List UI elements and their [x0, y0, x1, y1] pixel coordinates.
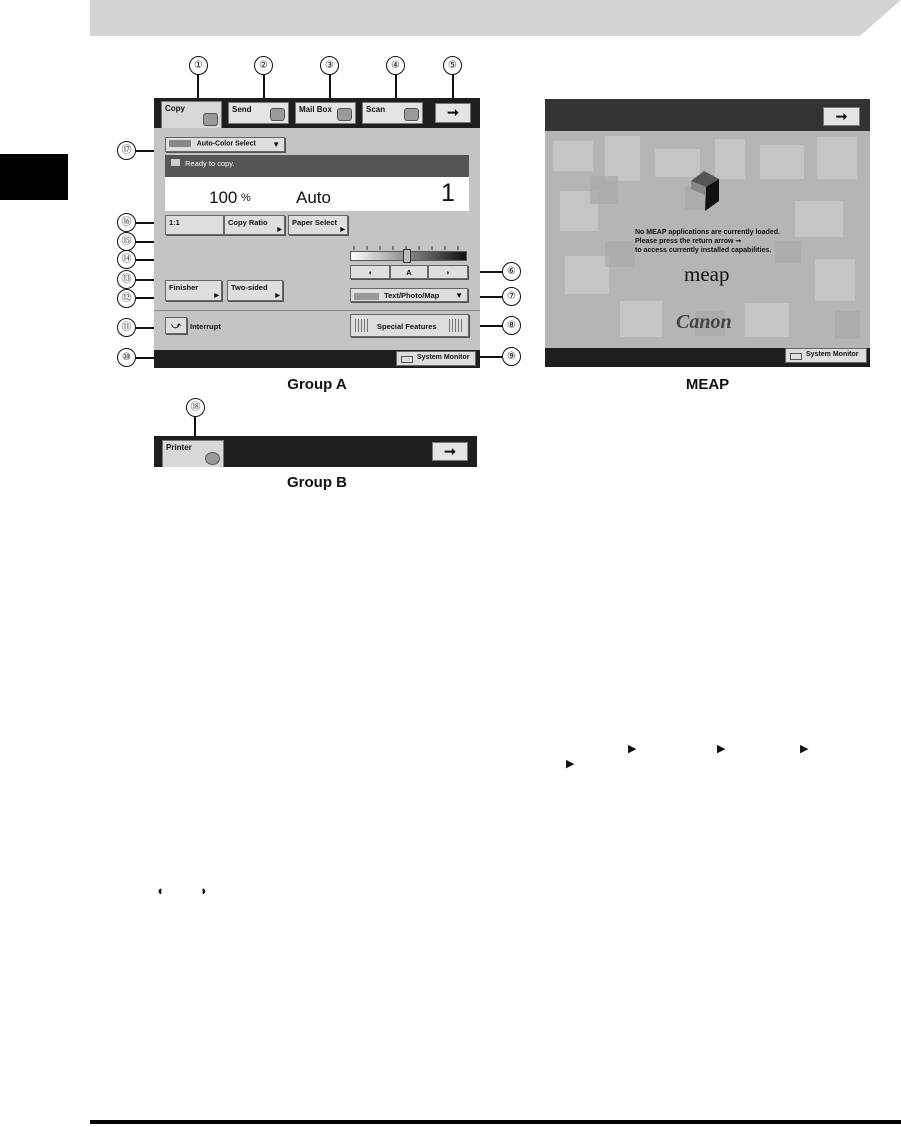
callout-2: ② [254, 56, 273, 75]
callout-10: ⑩ [117, 348, 136, 367]
image-mode-label: Text/Photo/Map [384, 291, 440, 300]
group-a-caption: Group A [287, 376, 347, 393]
callout-12: ⑫ [117, 289, 136, 308]
density-light-icon: ◖ [367, 268, 373, 277]
copy-icon [203, 113, 218, 126]
density-slider-handle[interactable] [403, 249, 411, 263]
interrupt-button[interactable] [165, 317, 187, 334]
tab-send[interactable] [228, 102, 289, 124]
callout-13: ⑬ [117, 270, 136, 289]
callout-4: ④ [386, 56, 405, 75]
send-icon [270, 108, 285, 121]
tab-copy-label: Copy [165, 104, 185, 113]
callout-6: ⑥ [502, 262, 521, 281]
density-lighter-button[interactable] [350, 265, 390, 279]
submenu-arrow-icon: ▶ [214, 293, 219, 299]
finisher-label: Finisher [169, 283, 199, 292]
meap-logo: meap [684, 262, 730, 286]
density-auto-label: A [406, 268, 412, 277]
meap-system-monitor-button[interactable] [785, 348, 867, 363]
callout-17: ⑰ [117, 141, 136, 160]
triangle-icon: ▶ [800, 743, 809, 755]
meap-system-monitor-label: System Monitor [806, 351, 859, 358]
next-tabs-arrow-button[interactable]: ➞ [435, 103, 471, 123]
meap-message-line-3: to access currently installed capabilities. [635, 247, 772, 254]
density-slider[interactable] [350, 251, 467, 261]
meap-screen [545, 99, 870, 367]
meap-cube-icon [691, 171, 721, 211]
pattern-icon [449, 319, 464, 332]
callout-7: ⑦ [502, 287, 521, 306]
tab-mail-box[interactable] [295, 102, 356, 124]
tab-printer[interactable] [162, 440, 224, 467]
group-b-next-arrow-button[interactable]: ➞ [432, 442, 468, 461]
submenu-arrow-icon: ▶ [340, 227, 345, 233]
color-select-dropdown[interactable] [165, 137, 285, 152]
triangle-icon: ▶ [566, 758, 575, 770]
meap-message [635, 228, 855, 255]
special-features-button[interactable] [350, 314, 469, 337]
monitor-icon [401, 356, 413, 363]
callout-14: ⑭ [117, 250, 136, 269]
mail-box-icon [337, 108, 352, 121]
chapter-tab [0, 154, 68, 200]
tab-copy[interactable] [161, 101, 222, 128]
monitor-icon [790, 353, 802, 360]
callout-3: ③ [320, 56, 339, 75]
meap-message-line-2: Please press the return arrow ➞ [635, 238, 742, 245]
two-sided-button[interactable] [227, 280, 283, 301]
page-header-band [90, 0, 901, 36]
tab-scan[interactable] [362, 102, 423, 124]
system-monitor-button[interactable] [396, 351, 476, 366]
bottom-rule [90, 1120, 901, 1124]
chevron-down-icon: ▼ [455, 291, 463, 300]
one-to-one-label: 1:1 [169, 218, 180, 227]
image-mode-dropdown[interactable] [350, 288, 468, 302]
tab-printer-label: Printer [166, 443, 192, 452]
density-light-symbol: ◖ [156, 883, 164, 898]
divider [154, 310, 480, 311]
copy-ratio-button[interactable] [224, 215, 285, 235]
paper-select-button[interactable] [288, 215, 348, 235]
special-features-label: Special Features [377, 322, 437, 331]
tab-send-label: Send [232, 105, 252, 114]
density-auto-button[interactable] [390, 265, 428, 279]
pattern-icon [355, 319, 370, 332]
copy-quantity-value: 1 [441, 179, 455, 207]
color-select-label: Auto-Color Select [196, 140, 256, 148]
density-darker-button[interactable] [428, 265, 468, 279]
paper-size-value: Auto [296, 188, 331, 207]
image-mode-icon [354, 293, 379, 300]
submenu-arrow-icon: ▶ [275, 293, 280, 299]
paper-select-label: Paper Select [292, 218, 338, 227]
copy-ratio-unit: % [241, 192, 251, 204]
triangle-icon: ▶ [717, 743, 726, 755]
interrupt-icon: ⤻ [171, 320, 181, 330]
printer-icon [205, 452, 220, 465]
system-monitor-label: System Monitor [417, 354, 470, 361]
group-b-tab-bar [154, 436, 477, 467]
callout-11: ⑪ [117, 318, 136, 337]
callout-9: ⑨ [502, 347, 521, 366]
copy-basic-features-screen [154, 98, 480, 368]
ready-icon [171, 159, 180, 166]
tab-scan-label: Scan [366, 105, 386, 114]
callout-5: ⑤ [443, 56, 462, 75]
finisher-button[interactable] [165, 280, 222, 301]
submenu-arrow-icon: ▶ [277, 227, 282, 233]
meap-top-bar [545, 99, 870, 131]
callout-16: ⑯ [117, 213, 136, 232]
copy-ratio-value: 100 [209, 188, 238, 207]
tab-mail-box-label: Mail Box [299, 105, 332, 114]
ready-message: Ready to copy. [185, 159, 235, 168]
interrupt-label: Interrupt [190, 322, 221, 331]
copy-ratio-label: Copy Ratio [228, 218, 268, 227]
meap-caption: MEAP [685, 376, 730, 393]
density-dark-icon: ◗ [445, 268, 451, 277]
callout-1: ① [189, 56, 208, 75]
callout-18: ⑱ [186, 398, 205, 417]
meap-next-arrow-button[interactable]: ➞ [823, 107, 860, 126]
two-sided-label: Two-sided [231, 283, 268, 292]
callout-8: ⑧ [502, 316, 521, 335]
triangle-icon: ▶ [628, 743, 637, 755]
copy-settings-display [165, 177, 469, 211]
header-slant [90, 0, 901, 36]
chevron-down-icon: ▼ [272, 140, 280, 149]
color-mode-icon [169, 140, 191, 147]
meap-message-line-1: No MEAP applications are currently loaded. [635, 229, 780, 236]
group-b-caption: Group B [287, 474, 347, 491]
leader-line [476, 356, 503, 358]
status-message-bar [165, 155, 469, 177]
canon-logo: Canon [676, 311, 732, 333]
density-dark-symbol: ◗ [200, 883, 208, 898]
scan-icon [404, 108, 419, 121]
one-to-one-button[interactable] [165, 215, 224, 235]
callout-15: ⑮ [117, 232, 136, 251]
